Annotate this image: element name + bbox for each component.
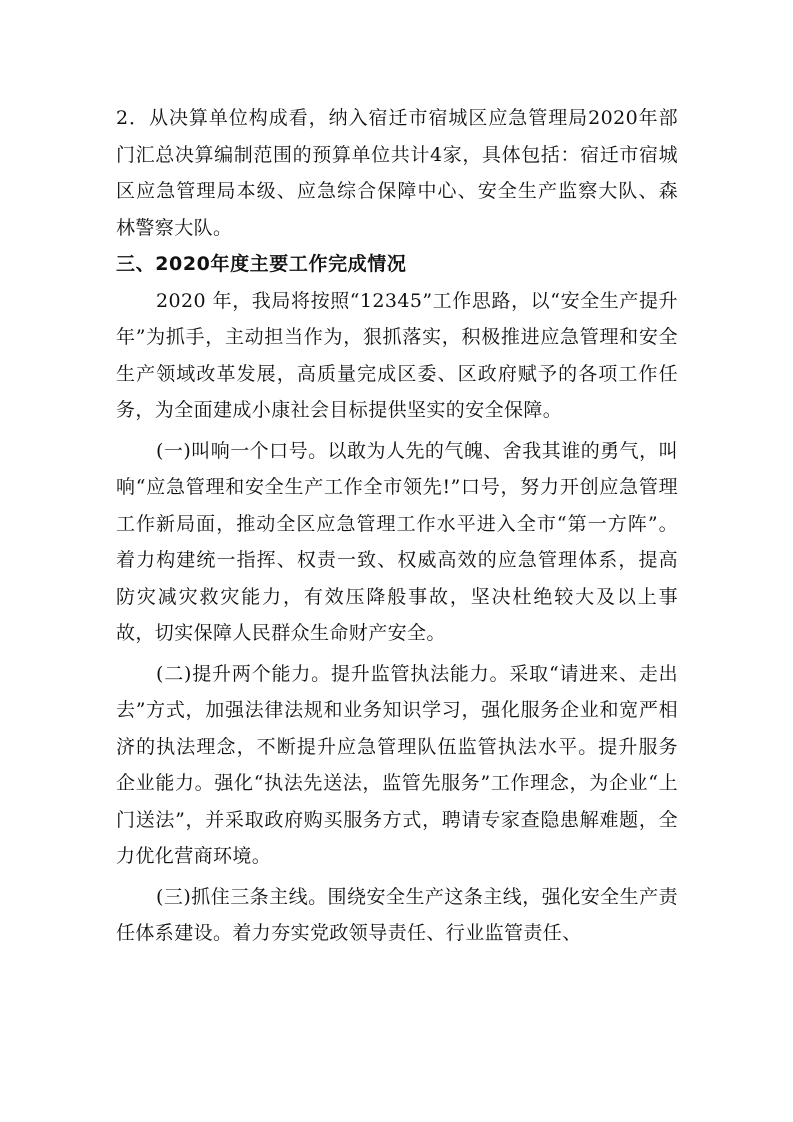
paragraph-item-one: (一)叫响一个口号。以敢为人先的气魄、舍我其谁的勇气，叫响“应急管理和安全生产工作全市领先!”口号，努力开创应急管理工作新局面，推动全区应急管理工作水平进入全市“第一方阵”。着力构建统一指挥、权责一致、权威高效的应急管理体系，提高防灾减灾救灾能力，有效压降般事故，坚决杜绝较大及以上事故，切实保障人民群众生命财产安全。 [116, 439, 678, 644]
document-body [116, 100, 678, 952]
paragraph-item-two: (二)提升两个能力。提升监管执法能力。采取“请进来、走出去”方式，加强法律法规和业务知识学习，强化服务企业和宽严相济的执法理念，不断提升应急管理队伍监管执法水平。提升服务企业能力。强化“执法先送法，监管先服务”工作理念，为企业“上门送法”，并采取政府购买服务方式，聘请专家查隐患解难题，全力优化营商环境。 [116, 662, 678, 867]
paragraph-work-overview: 2020 年，我局将按照“12345”工作思路，以“安全生产提升年”为抓手，主动担当作为，狠抓落实，积极推进应急管理和安全生产领域改革发展，高质量完成区委、区政府赋予的各项工作任务，为全面建成小康社会目标提供坚实的安全保障。 [116, 289, 678, 421]
section-heading-work-completion: 三、2020年度主要工作完成情况 [116, 253, 407, 275]
paragraph-item-three: (三)抓住三条主线。围绕安全生产这条主线，强化安全生产责任体系建设。着力夯实党政领导责任、行业监管责任、 [116, 885, 678, 944]
paragraph-unit-composition: 2．从决算单位构成看，纳入宿迁市宿城区应急管理局2020年部门汇总决算编制范围的预算单位共计4家，具体包括：宿迁市宿城区应急管理局本级、应急综合保障中心、安全生产监察大队、森林警察大队。 [116, 107, 678, 239]
